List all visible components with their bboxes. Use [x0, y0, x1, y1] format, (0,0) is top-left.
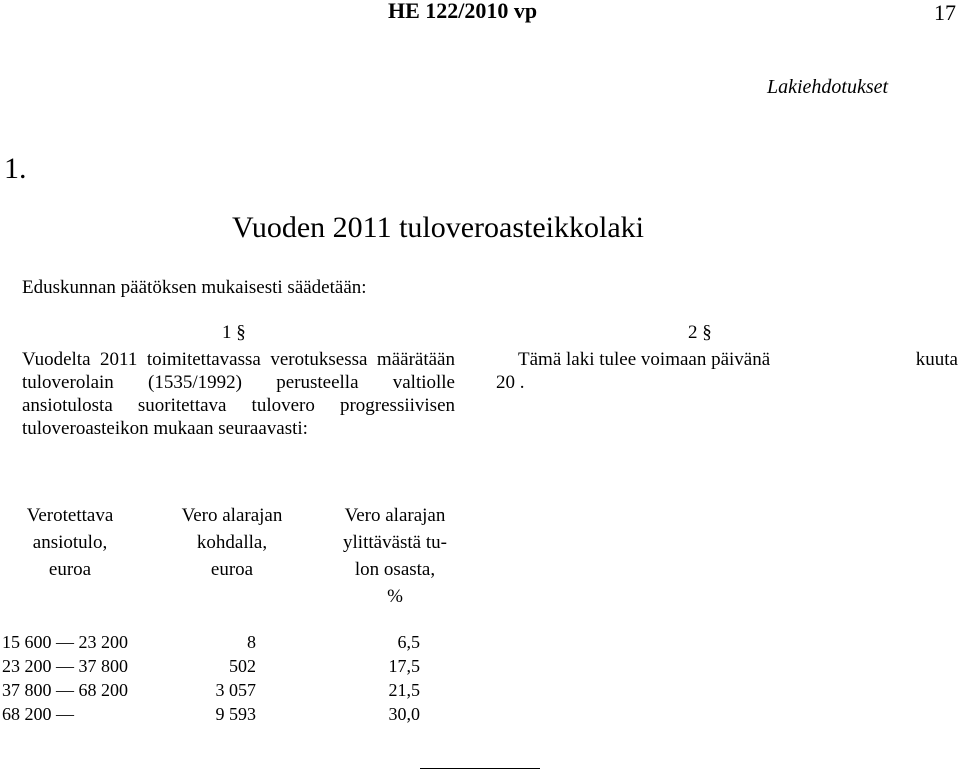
- header-line: euroa: [48, 559, 92, 580]
- section-2-heading: 2 §: [688, 322, 712, 343]
- header-line: %: [387, 586, 403, 607]
- enacting-clause: Eduskunnan päätöksen mukaisesti säädetään:: [22, 277, 367, 298]
- document-id: HE 122/2010 vp: [388, 0, 538, 23]
- table-header-base-tax: [162, 502, 302, 583]
- law-title: Vuoden 2011 tuloveroasteikkolaki: [232, 211, 645, 244]
- header-line: ylittävästä tu-: [343, 532, 447, 553]
- section-2-line-2: 20 .: [496, 372, 525, 393]
- section-2-text: [496, 348, 958, 393]
- header-line: Vero alarajan: [344, 505, 446, 526]
- header-line: Vero alarajan: [181, 505, 283, 526]
- table-cell-rate: 17,5: [388, 656, 420, 676]
- table-cell-bracket: 37 800 — 68 200: [2, 680, 128, 700]
- header-line: kohdalla,: [196, 532, 268, 553]
- section-2-line-1a: Tämä laki tulee voimaan päivänä: [518, 349, 771, 370]
- page-number: 17: [934, 0, 956, 25]
- table-cell-rate: 21,5: [388, 680, 420, 700]
- table-cell-bracket: 15 600 — 23 200: [2, 632, 128, 652]
- table-cell-bracket: 68 200 —: [2, 704, 74, 724]
- table-cell-tax: 9 593: [215, 704, 256, 724]
- header-line: Verotettava: [26, 505, 114, 526]
- section-2-line-1b: kuuta: [915, 349, 958, 370]
- section-1-heading: 1 §: [222, 322, 246, 343]
- header-line: euroa: [210, 559, 254, 580]
- table-header-marginal-rate: [320, 502, 470, 610]
- table-cell-tax: 502: [229, 656, 256, 676]
- table-cell-bracket: 23 200 — 37 800: [2, 656, 128, 676]
- section-1-text: Vuodelta 2011 toimitettavassa verotuksessa määrätään tuloverolain (1535/1992) perusteella valtiolle ansiotulosta suoritettava tulovero progressiivisen tuloveroasteikon mukaan seuraavasti:: [22, 349, 455, 439]
- law-number: 1.: [4, 152, 27, 185]
- table-cell-rate: 6,5: [397, 632, 420, 652]
- table-cell-rate: 30,0: [388, 704, 420, 724]
- table-header-taxable-income: [0, 502, 140, 583]
- header-line: ansiotulo,: [32, 532, 108, 553]
- footer-rule: [420, 768, 540, 769]
- header-line: lon osasta,: [354, 559, 436, 580]
- section-label: Lakiehdotukset: [767, 76, 889, 98]
- table-cell-tax: 8: [247, 632, 256, 652]
- table-cell-tax: 3 057: [215, 680, 256, 700]
